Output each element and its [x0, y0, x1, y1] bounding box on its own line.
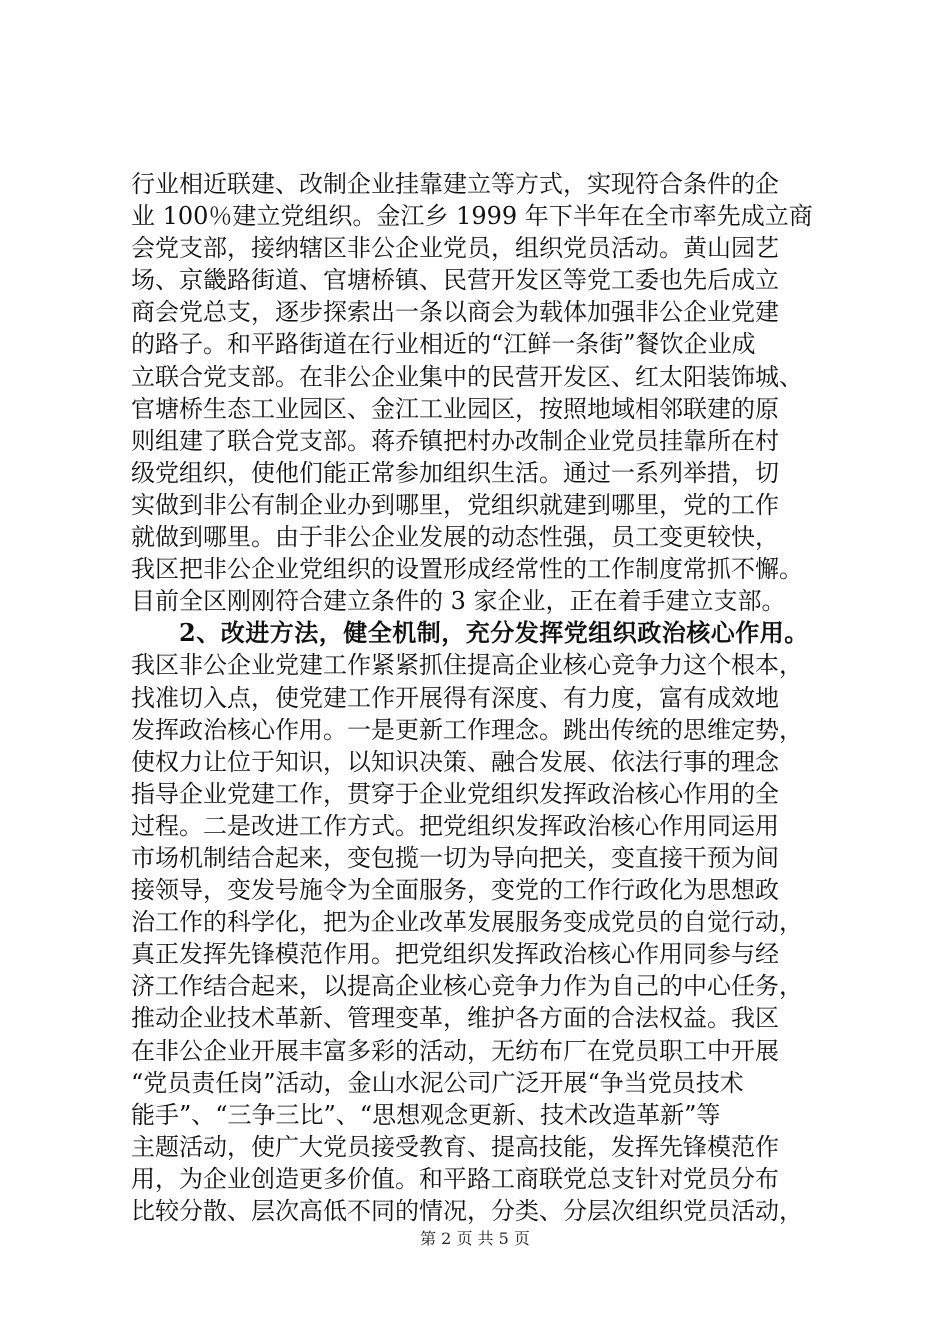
text-line: 立联合党支部。在非公企业集中的民营开发区、红太阳装饰城、	[131, 362, 803, 391]
text-line: 业 100％建立党组织。金江乡 1999 年下半年在全市率先成立商	[131, 202, 813, 231]
text-line: 指导企业党建工作，贯穿于企业党组织发挥政治核心作用的全	[131, 779, 779, 808]
text-line: 商会党总支，逐步探索出一条以商会为载体加强非公企业党建	[131, 298, 779, 327]
text-line: 能手”、“三争三比”、“思想观念更新、技术改造革新”等	[131, 1100, 721, 1129]
text-line: 发挥政治核心作用。一是更新工作理念。跳出传统的思维定势，	[131, 715, 803, 744]
page-footer: 第 2 页 共 5 页	[420, 1229, 530, 1248]
text-line: 就做到哪里。由于非公企业发展的动态性强，员工变更较快，	[131, 523, 779, 552]
text-line: 则组建了联合党支部。蒋乔镇把村办改制企业党员挂靠所在村	[131, 426, 779, 455]
text-line: “党员责任岗”活动，金山水泥公司广泛开展“争当党员技术	[131, 1068, 744, 1097]
text-line: 级党组织，使他们能正常参加组织生活。通过一系列举措，切	[131, 458, 779, 487]
text-line: 比较分散、层次高低不同的情况，分类、分层次组织党员活动，	[131, 1197, 803, 1225]
text-line: 推动企业技术革新、管理变革，维护各方面的合法权益。我区	[131, 1004, 779, 1033]
text-line: 接领导，变发号施令为全面服务，变党的工作行政化为思想政	[131, 876, 779, 905]
text-line: 使权力让位于知识，以知识决策、融合发展、依法行事的理念	[131, 747, 779, 776]
text-line: 目前全区刚刚符合建立条件的 3 家企业，正在着手建立支部。	[131, 587, 786, 616]
text-line: 行业相近联建、改制企业挂靠建立等方式，实现符合条件的企	[131, 170, 779, 198]
body-text	[131, 168, 831, 1227]
text-line: 过程。二是改进工作方式。把党组织发挥政治核心作用同运用	[131, 811, 779, 840]
text-line: 会党支部，接纳辖区非公企业党员，组织党员活动。黄山园艺	[131, 234, 779, 263]
text-line: 主题活动，使广大党员接受教育、提高技能，发挥先锋模范作	[131, 1132, 779, 1161]
text-line: 真正发挥先锋模范作用。把党组织发挥政治核心作用同参与经	[131, 940, 779, 969]
text-line: 在非公企业开展丰富多彩的活动，无纺布厂在党员职工中开展	[131, 1036, 779, 1065]
text-line: 市场机制结合起来，变包揽一切为导向把关，变直接干预为间	[131, 843, 779, 872]
text-line: 实做到非公有制企业办到哪里，党组织就建到哪里，党的工作	[131, 490, 779, 519]
text-line: 找准切入点，使党建工作开展得有深度、有力度，富有成效地	[131, 683, 779, 712]
text-line: 我区非公企业党建工作紧紧抓住提高企业核心竞争力这个根本，	[131, 651, 803, 680]
text-line: 用，为企业创造更多价值。和平路工商联党总支针对党员分布	[131, 1164, 779, 1193]
text-line: 济工作结合起来，以提高企业核心竞争力作为自己的中心任务，	[131, 972, 803, 1001]
section-heading: 2、改进方法，健全机制，充分发挥党组织政治核心作用。	[179, 618, 809, 648]
text-line: 场、京畿路街道、官塘桥镇、民营开发区等党工委也先后成立	[131, 266, 779, 295]
text-line: 我区把非公企业党组织的设置形成经常性的工作制度常抓不懈。	[131, 555, 803, 584]
text-line: 官塘桥生态工业园区、金江工业园区，按照地域相邻联建的原	[131, 394, 779, 423]
text-line: 的路子。和平路街道在行业相近的“江鲜一条街”餐饮企业成	[131, 330, 756, 359]
text-line: 治工作的科学化，把为企业改革发展服务变成党员的自觉行动，	[131, 908, 803, 937]
